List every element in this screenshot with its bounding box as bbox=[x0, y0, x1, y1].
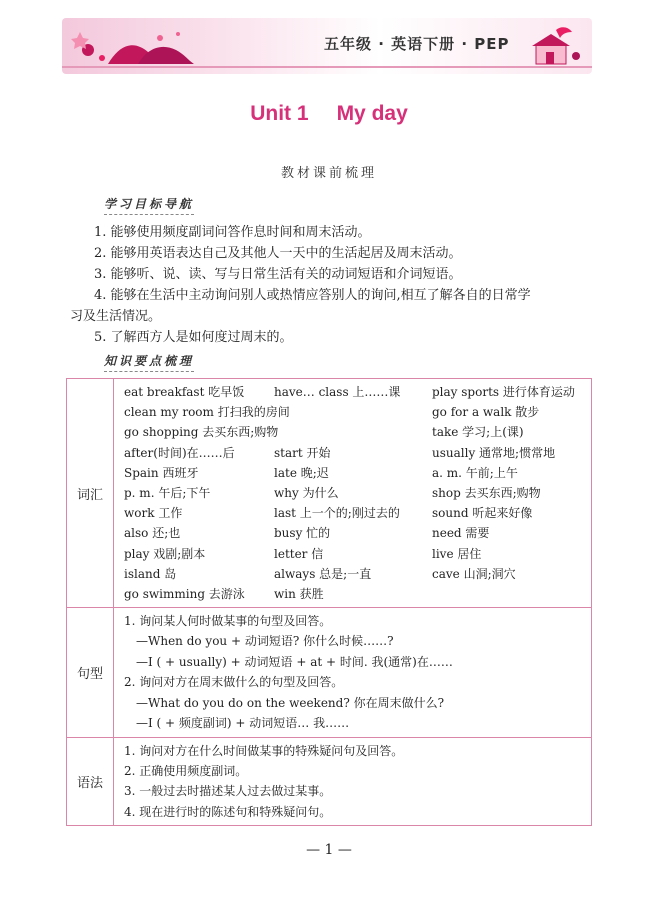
sentence-row bbox=[67, 608, 592, 737]
vocab-item: play sports 进行体育运动 bbox=[432, 385, 575, 399]
vocab-item: p. m. 午后;下午 bbox=[124, 485, 211, 500]
vocab-item: usually 通常地;惯常地 bbox=[432, 445, 556, 460]
goal-item: 4. 能够在生活中主动询问别人或热情应答别人的询问,相互了解各自的日常学 bbox=[94, 288, 531, 303]
vocab-item: go shopping 去买东西;购物 bbox=[124, 425, 279, 440]
vocab-item: take 学习;上(课) bbox=[432, 425, 524, 440]
sentence-line: —I ( + usually) + 动词短语 + at + 时间. 我(通常)在…… bbox=[136, 654, 453, 669]
vocab-item: last 上一个的;刚过去的 bbox=[274, 506, 400, 521]
goal-item: 5. 了解西方人是如何度过周末的。 bbox=[94, 330, 293, 345]
vocab-item: shop 去买东西;购物 bbox=[432, 485, 541, 500]
unit-name: My day bbox=[336, 102, 408, 125]
sentence-line: —What do you do on the weekend? 你在周末做什么? bbox=[136, 695, 445, 710]
page-header bbox=[62, 18, 592, 74]
goal-item: 3. 能够听、说、读、写与日常生活有关的动词短语和介词短语。 bbox=[94, 267, 462, 282]
vocab-item: Spain 西班牙 bbox=[124, 465, 199, 480]
goal-item: 2. 能够用英语表达自己及其他人一天中的生活起居及周末活动。 bbox=[94, 246, 462, 261]
vocab-label: 词汇 bbox=[67, 379, 114, 608]
grammar-row bbox=[67, 737, 592, 826]
goals-list bbox=[70, 222, 600, 348]
grammar-cell bbox=[114, 737, 592, 826]
grammar-line: 3. 一般过去时描述某人过去做过某事。 bbox=[124, 784, 332, 799]
knowledge-table bbox=[66, 378, 592, 826]
vocab-item: need 需要 bbox=[432, 526, 490, 541]
house-decoration-icon bbox=[516, 22, 586, 70]
vocab-item: cave 山洞;洞穴 bbox=[432, 566, 516, 581]
sentence-cell bbox=[114, 608, 592, 737]
grammar-line: 2. 正确使用频度副词。 bbox=[124, 763, 248, 778]
vocab-item: also 还;也 bbox=[124, 526, 181, 541]
vocab-item: busy 忙的 bbox=[274, 526, 331, 541]
vocab-item: why 为什么 bbox=[274, 485, 339, 500]
vocab-item: work 工作 bbox=[124, 506, 183, 521]
vocab-item: play 戏剧;剧本 bbox=[124, 546, 206, 561]
vocab-item: clean my room 打扫我的房间 bbox=[124, 405, 290, 420]
unit-number: Unit 1 bbox=[250, 102, 309, 125]
floral-decoration-icon bbox=[68, 24, 218, 70]
sentence-line: 2. 询问对方在周末做什么的句型及回答。 bbox=[124, 675, 344, 690]
vocab-item: win 获胜 bbox=[274, 586, 324, 601]
grammar-line: 1. 询问对方在什么时间做某事的特殊疑问句及回答。 bbox=[124, 743, 404, 758]
vocab-item: live 居住 bbox=[432, 546, 482, 561]
header-title: 五年级 · 英语下册 · PEP bbox=[324, 35, 510, 53]
sentence-line: —When do you + 动词短语? 你什么时候……? bbox=[136, 634, 394, 649]
grammar-label: 语法 bbox=[67, 737, 114, 826]
goals-heading: 学习目标导航 bbox=[104, 195, 194, 215]
sentence-line: —I ( + 频度副词) + 动词短语… 我…… bbox=[136, 716, 350, 731]
vocab-item: a. m. 午前;上午 bbox=[432, 465, 518, 480]
vocab-item: island 岛 bbox=[124, 566, 177, 581]
vocab-item bbox=[274, 402, 432, 422]
knowledge-heading: 知识要点梳理 bbox=[104, 352, 194, 372]
vocab-cell bbox=[114, 379, 592, 608]
vocab-item: after(时间)在……后 bbox=[124, 445, 235, 460]
vocab-item: always 总是;一直 bbox=[274, 566, 372, 581]
vocab-item: late 晚;迟 bbox=[274, 465, 329, 480]
vocab-item: letter 信 bbox=[274, 546, 324, 561]
vocab-item: sound 听起来好像 bbox=[432, 506, 533, 521]
vocab-row bbox=[67, 379, 592, 608]
vocab-item: have… class 上……课 bbox=[274, 385, 401, 399]
vocab-item bbox=[432, 584, 583, 604]
section-title: 教材课前梳理 bbox=[280, 166, 377, 181]
vocab-item: go swimming 去游泳 bbox=[124, 586, 245, 601]
vocab-item: eat breakfast 吃早饭 bbox=[124, 385, 245, 399]
goal-item-continued: 习及生活情况。 bbox=[70, 309, 162, 324]
vocab-grid bbox=[124, 382, 583, 604]
vocab-item: start 开始 bbox=[274, 445, 331, 460]
goal-item: 1. 能够使用频度副词问答作息时间和周末活动。 bbox=[94, 225, 371, 240]
page-number: — 1 — bbox=[306, 842, 352, 858]
sentence-label: 句型 bbox=[67, 608, 114, 737]
unit-title bbox=[0, 102, 658, 126]
grammar-line: 4. 现在进行时的陈述句和特殊疑问句。 bbox=[124, 804, 332, 819]
sentence-line: 1. 询问某人何时做某事的句型及回答。 bbox=[124, 614, 332, 629]
vocab-item bbox=[274, 422, 432, 442]
vocab-item: go for a walk 散步 bbox=[432, 405, 540, 420]
